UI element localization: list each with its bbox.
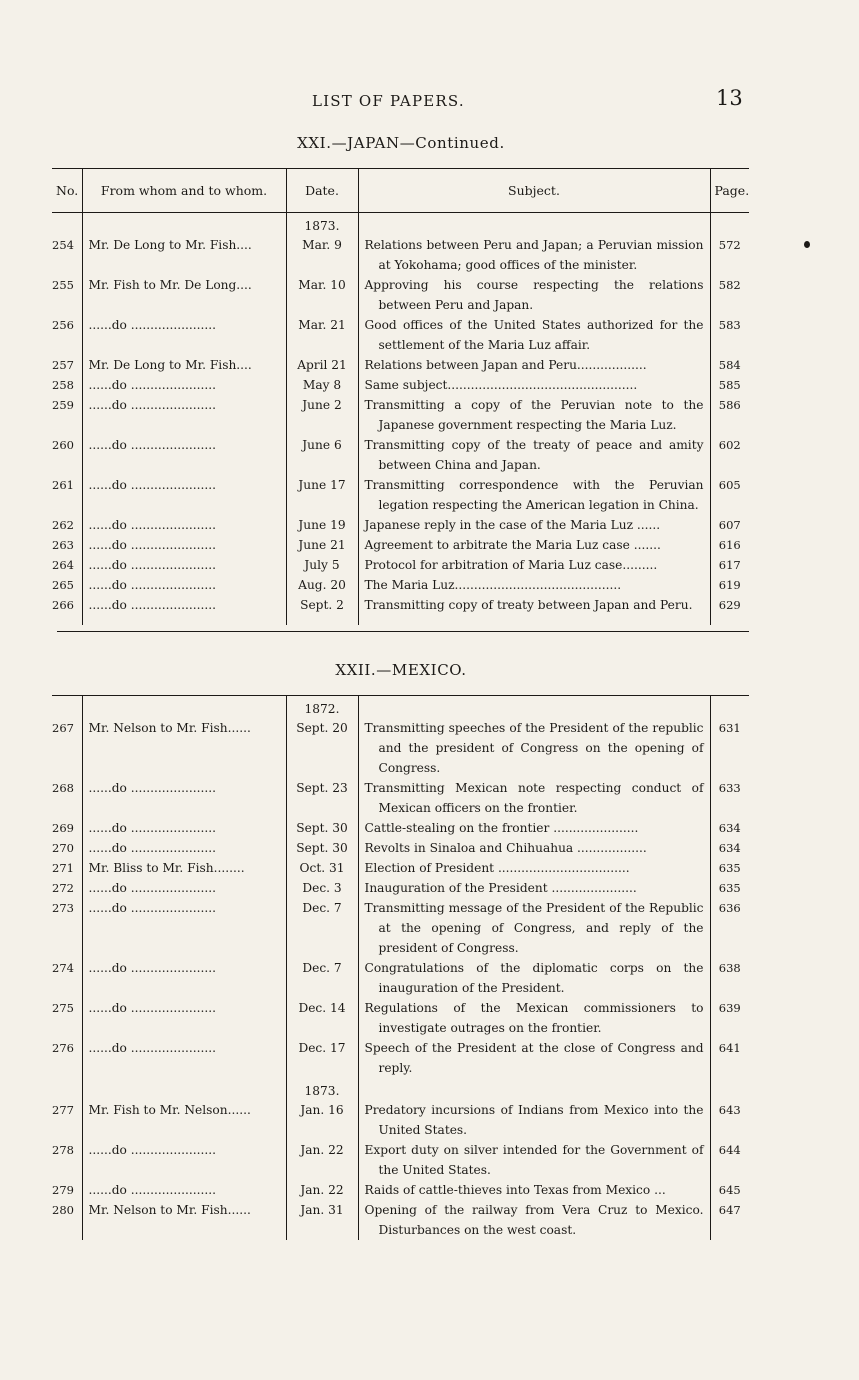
correspondent: ......do ...................... xyxy=(82,998,286,1038)
table-row xyxy=(52,858,749,878)
paper-date: June 17 xyxy=(286,475,358,515)
table-row xyxy=(52,395,749,435)
paper-subject xyxy=(358,475,710,515)
year-label: 1873. xyxy=(286,213,358,236)
table-row xyxy=(52,878,749,898)
page-reference: 644 xyxy=(710,1140,749,1180)
correspondent: ......do ...................... xyxy=(82,818,286,838)
subject-text: Relations between Peru and Japan; a Peruvian mission at Yokohama; good offices of the minister. xyxy=(364,238,704,272)
paper-subject xyxy=(358,435,710,475)
table-row xyxy=(52,555,749,575)
table-row xyxy=(52,818,749,838)
subject-text: Transmitting copy of treaty between Japan and Peru. xyxy=(364,598,693,612)
year-row xyxy=(52,1078,749,1100)
subject-text: Same subject................................................. xyxy=(364,378,638,392)
table-row xyxy=(52,838,749,858)
paper-date: Dec. 7 xyxy=(286,958,358,998)
subject-text: Japanese reply in the case of the Maria Luz ...... xyxy=(364,518,661,532)
paper-number: 277 xyxy=(52,1103,74,1117)
paper-subject xyxy=(358,395,710,435)
paper-number: 275 xyxy=(52,1001,74,1015)
paper-subject xyxy=(358,575,710,595)
paper-number: 264 xyxy=(52,558,74,572)
correspondent: Mr. Fish to Mr. De Long.... xyxy=(82,275,286,315)
paper-date: Sept. 20 xyxy=(286,718,358,778)
paper-number: 262 xyxy=(52,518,74,532)
paper-date: Dec. 17 xyxy=(286,1038,358,1078)
paper-subject xyxy=(358,1180,710,1200)
subject-text: Raids of cattle-thieves into Texas from Mexico ... xyxy=(364,1183,666,1197)
subject-text: Opening of the railway from Vera Cruz to Mexico. Disturbances on the west coast. xyxy=(364,1203,704,1237)
page-reference: 605 xyxy=(710,475,749,515)
running-title: LIST OF PAPERS. xyxy=(312,92,465,110)
subject-text: Good offices of the United States authorized for the settlement of the Maria Luz affair. xyxy=(364,318,704,352)
paper-number: 268 xyxy=(52,781,74,795)
page-reference: 647 xyxy=(710,1200,749,1240)
paper-number: 279 xyxy=(52,1183,74,1197)
correspondent: ......do ...................... xyxy=(82,595,286,615)
page-reference: 619 xyxy=(710,575,749,595)
table-row xyxy=(52,315,749,355)
page-reference: 636 xyxy=(710,898,749,958)
papers-table-mexico xyxy=(52,695,749,1240)
paper-date: Oct. 31 xyxy=(286,858,358,878)
paper-number: 280 xyxy=(52,1203,74,1217)
paper-number: 269 xyxy=(52,821,74,835)
paper-date: July 5 xyxy=(286,555,358,575)
page-reference: 638 xyxy=(710,958,749,998)
paper-date: Sept. 30 xyxy=(286,838,358,858)
year-label: 1873. xyxy=(286,1078,358,1100)
correspondent: ......do ...................... xyxy=(82,515,286,535)
paper-date: Mar. 21 xyxy=(286,315,358,355)
subject-text: Transmitting copy of the treaty of peace and amity between China and Japan. xyxy=(364,438,704,472)
ink-speck xyxy=(804,241,810,248)
paper-date: June 21 xyxy=(286,535,358,555)
subject-text: The Maria Luz........................................... xyxy=(364,578,622,592)
paper-number: 265 xyxy=(52,578,74,592)
subject-text: Predatory incursions of Indians from Mexico into the United States. xyxy=(364,1103,704,1137)
subject-text: Export duty on silver intended for the Government of the United States. xyxy=(364,1143,704,1177)
table-row xyxy=(52,1140,749,1180)
correspondent: ......do ...................... xyxy=(82,878,286,898)
table-header-row xyxy=(52,169,749,213)
subject-text: Congratulations of the diplomatic corps on the inauguration of the President. xyxy=(364,961,704,995)
col-header-subject: Subject. xyxy=(358,169,710,213)
correspondent: ......do ...................... xyxy=(82,475,286,515)
table-row xyxy=(52,275,749,315)
paper-number: 274 xyxy=(52,961,74,975)
page-reference: 633 xyxy=(710,778,749,818)
paper-number: 267 xyxy=(52,721,74,735)
paper-subject xyxy=(358,718,710,778)
paper-subject xyxy=(358,375,710,395)
paper-subject xyxy=(358,535,710,555)
page-reference: 634 xyxy=(710,818,749,838)
paper-number: 261 xyxy=(52,478,74,492)
page-reference: 635 xyxy=(710,878,749,898)
paper-subject xyxy=(358,998,710,1038)
page-reference: 583 xyxy=(710,315,749,355)
paper-number: 258 xyxy=(52,378,74,392)
col-header-from: From whom and to whom. xyxy=(82,169,286,213)
table-row xyxy=(52,718,749,778)
correspondent: ......do ...................... xyxy=(82,1140,286,1180)
paper-number: 278 xyxy=(52,1143,74,1157)
correspondent: Mr. Nelson to Mr. Fish...... xyxy=(82,1200,286,1240)
paper-subject xyxy=(358,555,710,575)
table-row xyxy=(52,375,749,395)
paper-number: 259 xyxy=(52,398,74,412)
paper-number: 273 xyxy=(52,901,74,915)
subject-text: Transmitting speeches of the President of the republic and the president of Congress on the opening of Congress. xyxy=(364,721,704,775)
table-row xyxy=(52,998,749,1038)
correspondent: ......do ...................... xyxy=(82,1038,286,1078)
page-reference: 635 xyxy=(710,858,749,878)
paper-subject xyxy=(358,515,710,535)
paper-date: June 6 xyxy=(286,435,358,475)
page-reference: 585 xyxy=(710,375,749,395)
table-row xyxy=(52,355,749,375)
table-row xyxy=(52,515,749,535)
paper-subject xyxy=(358,595,710,615)
paper-subject xyxy=(358,858,710,878)
paper-number: 272 xyxy=(52,881,74,895)
correspondent: Mr. Fish to Mr. Nelson...... xyxy=(82,1100,286,1140)
table-row xyxy=(52,1038,749,1078)
correspondent: ......do ...................... xyxy=(82,778,286,818)
page-reference: 617 xyxy=(710,555,749,575)
paper-date: Dec. 3 xyxy=(286,878,358,898)
col-header-date: Date. xyxy=(286,169,358,213)
paper-subject xyxy=(358,315,710,355)
correspondent: ......do ...................... xyxy=(82,958,286,998)
paper-number: 260 xyxy=(52,438,74,452)
correspondent: ......do ...................... xyxy=(82,395,286,435)
table-row xyxy=(52,958,749,998)
paper-subject xyxy=(358,1038,710,1078)
page-reference: 582 xyxy=(710,275,749,315)
paper-number: 271 xyxy=(52,861,74,875)
page-header xyxy=(0,86,859,116)
spacer-row xyxy=(52,615,749,625)
page-reference: 643 xyxy=(710,1100,749,1140)
paper-number: 270 xyxy=(52,841,74,855)
correspondent: ......do ...................... xyxy=(82,435,286,475)
page-number: 13 xyxy=(716,86,743,110)
table-body-japan xyxy=(52,213,749,626)
subject-text: Inauguration of the President ...................... xyxy=(364,881,637,895)
paper-subject xyxy=(358,1200,710,1240)
paper-date: Jan. 31 xyxy=(286,1200,358,1240)
paper-subject xyxy=(358,275,710,315)
section-title-japan: XXI.—JAPAN—Continued. xyxy=(297,134,505,152)
paper-subject xyxy=(358,818,710,838)
year-row xyxy=(52,213,749,236)
paper-date: Aug. 20 xyxy=(286,575,358,595)
correspondent: Mr. De Long to Mr. Fish.... xyxy=(82,355,286,375)
papers-table-japan xyxy=(52,168,749,625)
table-row xyxy=(52,475,749,515)
paper-date: Dec. 14 xyxy=(286,998,358,1038)
table-row xyxy=(52,1100,749,1140)
subject-text: Approving his course respecting the relations between Peru and Japan. xyxy=(364,278,704,312)
table-row xyxy=(52,435,749,475)
paper-date: Sept. 30 xyxy=(286,818,358,838)
paper-subject xyxy=(358,878,710,898)
table-row xyxy=(52,898,749,958)
paper-date: Jan. 16 xyxy=(286,1100,358,1140)
table-row xyxy=(52,535,749,555)
correspondent: ......do ...................... xyxy=(82,555,286,575)
paper-date: Jan. 22 xyxy=(286,1140,358,1180)
subject-text: Regulations of the Mexican commissioners to investigate outrages on the frontier. xyxy=(364,1001,704,1035)
paper-date: Dec. 7 xyxy=(286,898,358,958)
paper-number: 256 xyxy=(52,318,74,332)
paper-subject xyxy=(358,1140,710,1180)
paper-subject xyxy=(358,355,710,375)
page-reference: 607 xyxy=(710,515,749,535)
page-reference: 641 xyxy=(710,1038,749,1078)
subject-text: Election of President .................................. xyxy=(364,861,630,875)
paper-subject xyxy=(358,778,710,818)
page-reference: 584 xyxy=(710,355,749,375)
correspondent: Mr. Nelson to Mr. Fish...... xyxy=(82,718,286,778)
year-label: 1872. xyxy=(286,696,358,719)
paper-number: 266 xyxy=(52,598,74,612)
paper-number: 257 xyxy=(52,358,74,372)
paper-number: 263 xyxy=(52,538,74,552)
paper-number: 276 xyxy=(52,1041,74,1055)
paper-subject xyxy=(358,898,710,958)
table-row xyxy=(52,235,749,275)
subject-text: Revolts in Sinaloa and Chihuahua .................. xyxy=(364,841,647,855)
paper-subject xyxy=(358,235,710,275)
table-row xyxy=(52,1180,749,1200)
page-reference: 586 xyxy=(710,395,749,435)
paper-date: June 19 xyxy=(286,515,358,535)
paper-subject xyxy=(358,958,710,998)
table-row xyxy=(52,595,749,615)
subject-text: Speech of the President at the close of Congress and reply. xyxy=(364,1041,704,1075)
correspondent: Mr. Bliss to Mr. Fish........ xyxy=(82,858,286,878)
page-reference: 572 xyxy=(710,235,749,275)
paper-date: Sept. 2 xyxy=(286,595,358,615)
paper-date: June 2 xyxy=(286,395,358,435)
table-body-mexico xyxy=(52,696,749,1241)
page-reference: 602 xyxy=(710,435,749,475)
correspondent: ......do ...................... xyxy=(82,375,286,395)
subject-text: Transmitting Mexican note respecting conduct of Mexican officers on the frontier. xyxy=(364,781,704,815)
correspondent: ......do ...................... xyxy=(82,898,286,958)
correspondent: ......do ...................... xyxy=(82,535,286,555)
subject-text: Transmitting correspondence with the Peruvian legation respecting the American legation in China. xyxy=(364,478,704,512)
correspondent: ......do ...................... xyxy=(82,838,286,858)
paper-date: Jan. 22 xyxy=(286,1180,358,1200)
subject-text: Transmitting message of the President of the Republic at the opening of Congress, and reply of the president of Congress. xyxy=(364,901,704,955)
page-reference: 631 xyxy=(710,718,749,778)
paper-subject xyxy=(358,1100,710,1140)
year-row xyxy=(52,696,749,719)
correspondent: ......do ...................... xyxy=(82,575,286,595)
correspondent: ......do ...................... xyxy=(82,315,286,355)
subject-text: Agreement to arbitrate the Maria Luz case ....... xyxy=(364,538,661,552)
paper-number: 254 xyxy=(52,238,74,252)
col-header-page: Page. xyxy=(710,169,749,213)
subject-text: Transmitting a copy of the Peruvian note to the Japanese government respecting the Maria Luz. xyxy=(364,398,704,432)
page-reference: 639 xyxy=(710,998,749,1038)
correspondent: ......do ...................... xyxy=(82,1180,286,1200)
section-title-mexico: XXII.—MEXICO. xyxy=(335,661,467,679)
paper-date: Mar. 9 xyxy=(286,235,358,275)
page-reference: 629 xyxy=(710,595,749,615)
table-row xyxy=(52,1200,749,1240)
paper-number: 255 xyxy=(52,278,74,292)
subject-text: Protocol for arbitration of Maria Luz case......... xyxy=(364,558,658,572)
correspondent: Mr. De Long to Mr. Fish.... xyxy=(82,235,286,275)
col-header-no: No. xyxy=(52,169,82,213)
paper-subject xyxy=(358,838,710,858)
page-reference: 616 xyxy=(710,535,749,555)
table-row xyxy=(52,575,749,595)
subject-text: Cattle-stealing on the frontier ...................... xyxy=(364,821,639,835)
paper-date: May 8 xyxy=(286,375,358,395)
section-end-rule xyxy=(57,631,749,632)
table-row xyxy=(52,778,749,818)
subject-text: Relations between Japan and Peru.................. xyxy=(364,358,647,372)
page-reference: 645 xyxy=(710,1180,749,1200)
paper-date: Sept. 23 xyxy=(286,778,358,818)
paper-date: Mar. 10 xyxy=(286,275,358,315)
page-reference: 634 xyxy=(710,838,749,858)
paper-date: April 21 xyxy=(286,355,358,375)
